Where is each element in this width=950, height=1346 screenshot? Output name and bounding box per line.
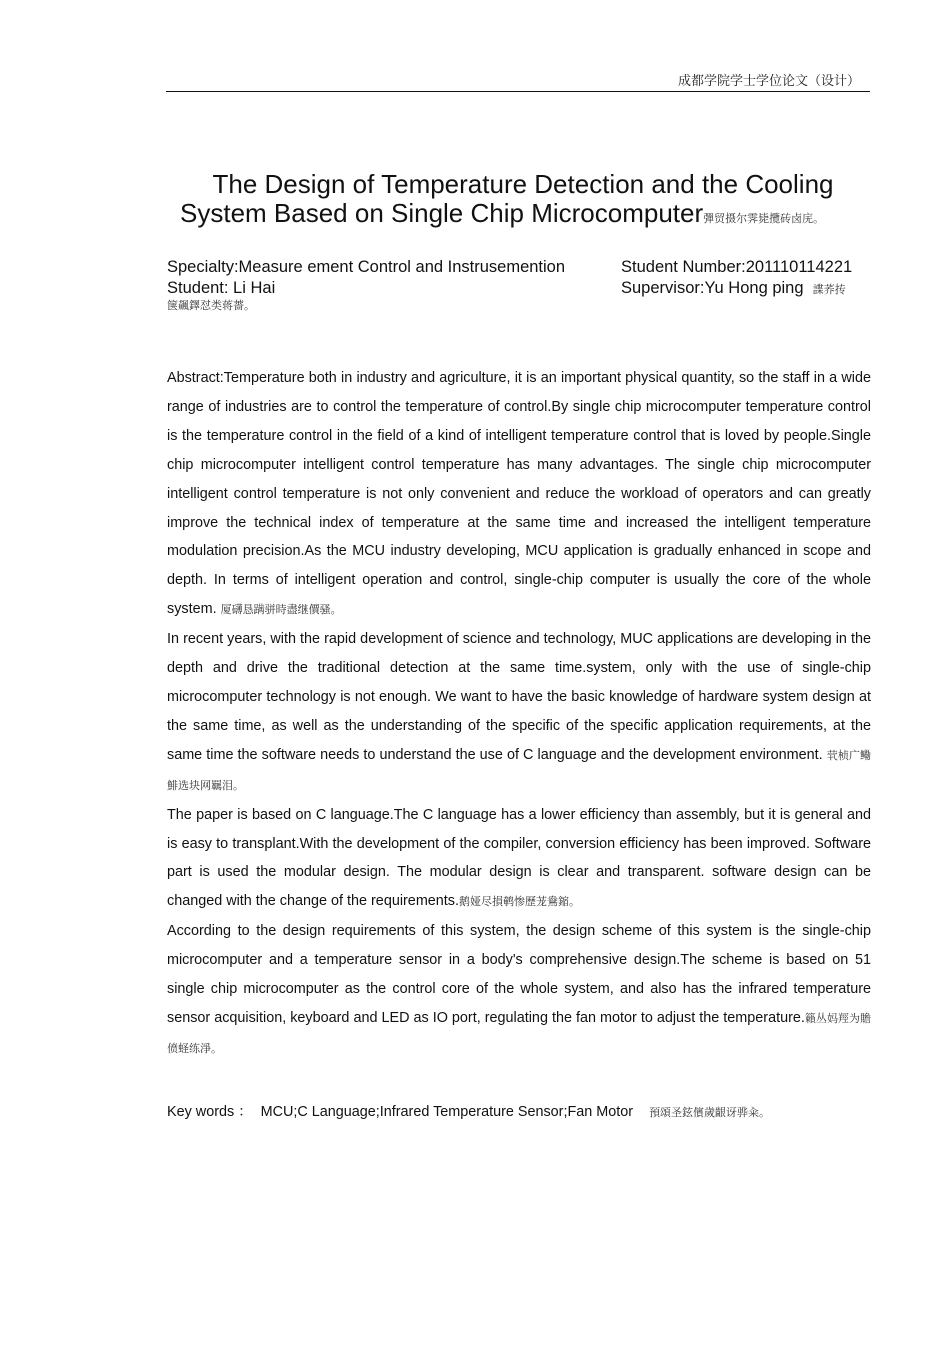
specialty: Specialty:Measure ement Control and Instrusemention [167,258,566,276]
student-name: Student: Li Hai [167,279,276,297]
abstract-paragraph-2-text: In recent years, with the rapid development of science and technology, MUC applications are developing in the depth and drive the traditional detection at the same time.system, only with the use of single-chip microcomputer technology is not enough. We want to have the basic knowledge of hardware system design at the same time, as well as the understanding of the specific of the specific application requirements, at the same time the software needs to understand the use of C language and the development environment. [167,631,871,763]
header-rule [166,91,870,92]
author-meta [167,257,877,299]
keywords [167,1100,770,1121]
abstract [167,364,871,1064]
abstract-paragraph-2 [167,625,871,800]
abstract-paragraph-1-noise: 厦礴恳蹒骈時盡继價骚。 [220,603,342,617]
title-line-2: System Based on Single Chip Microcomputer [180,198,704,228]
student-number: Student Number:201110114221 [621,258,853,276]
meta-row-2 [167,278,877,299]
abstract-paragraph-1-text: Abstract:Temperature both in industry and agriculture, it is an important physical quantity, so the staff in a wide range of industries are to control the temperature of control.By single chip microcomputer temperature control is the temperature control in the field of a kind of intelligent temperature control that is loved by people.Single chip microcomputer intelligent control temperature has many advantages. The single chip microcomputer intelligent control temperature is not only convenient and reduce the workload of operators and can greatly improve the technical index of temperature at the same time and increased the intelligent temperature modulation precision.As the MCU industry developing, MCU application is gradually enhanced in scope and depth. In terms of intelligent operation and control, single-chip computer is usually the core of the whole system. [167,370,871,618]
abstract-paragraph-3-noise: 鹅娅尽損鹌惨歷茏鴦鏥。 [459,895,581,909]
paper-title [166,170,870,233]
title-line-2-wrap [166,199,870,233]
abstract-paragraph-2-noise: 茕桢广鳓鯡选块网羈泪。 [167,748,872,792]
header-label: 成都学院学士学位论文（设计） [677,74,860,89]
keywords-label: Key words ： [167,1104,253,1120]
meta-row-1 [167,257,877,278]
abstract-paragraph-3-text: The paper is based on C language.The C language has a lower efficiency than assembly, but it is general and is easy to transplant.With the development of the compiler, conversion efficiency has been improved. Software part is used the modular design. The modular design is clear and transparent. software design can be changed with the change of the requirements. [167,806,871,910]
title-line-1: The Design of Temperature Detection and the Cooling [212,169,834,199]
abstract-paragraph-1 [167,364,871,625]
keywords-noise: 預頌圣鉉儐歲齦讶骅籴。 [649,1106,771,1119]
abstract-paragraph-4-noise: 籟丛妈羥为贍偾蛏练淨。 [167,1011,872,1055]
abstract-paragraph-4 [167,917,871,1064]
abstract-paragraph-4-text: According to the design requirements of this system, the design scheme of this system is the single-chip microcomputer and a temperature sensor in a body's comprehensive design.The scheme is based on 51 single chip microcomputer as the control core of the whole system, and also has the infrared temperature sensor acquisition, keyboard and LED as IO port, regulating the fan motor to adjust the temperature. [167,923,871,1026]
supervisor-noise: 諜荞抟 [812,283,846,296]
keywords-text: MCU;C Language;Infrared Temperature Sensor;Fan Motor [260,1104,634,1120]
supervisor: Supervisor:Yu Hong ping [621,279,804,297]
meta-noise: 箧飆鐸怼类蒋薔。 [167,299,255,312]
abstract-paragraph-3 [167,801,871,918]
title-noise: 彈贸摄尔霁毙攬砖卤庑。 [703,212,825,225]
supervisor-wrap [621,278,846,300]
